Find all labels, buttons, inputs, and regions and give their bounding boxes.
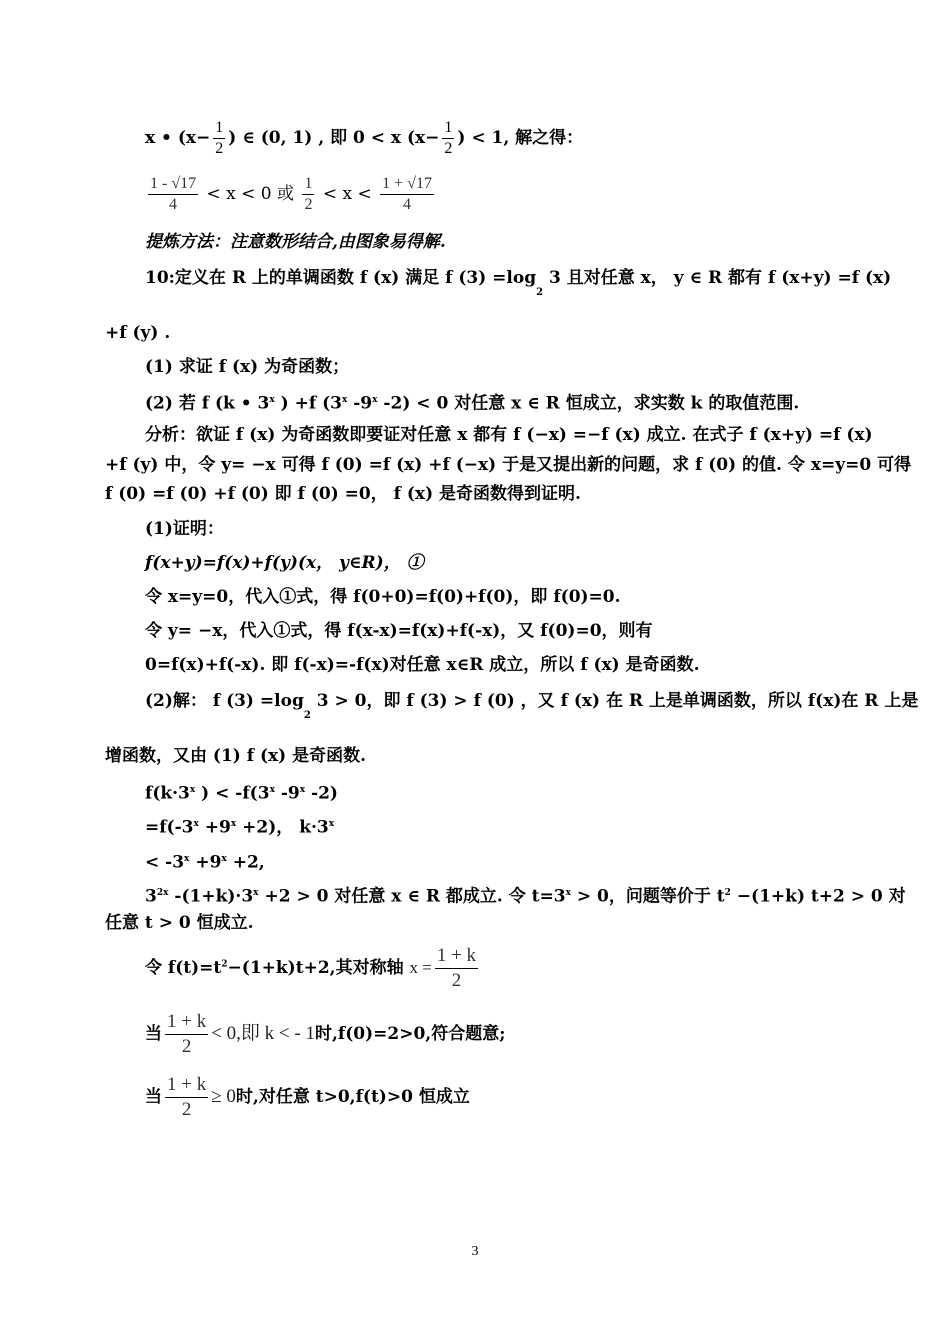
text-seg: x • (x− [145,128,211,148]
text-seg: ) < 1, 解之得： [457,128,584,148]
text-seg: < x < 0 或 [201,184,300,204]
method-summary: 提炼方法：注意数形结合,由图象易得解. [145,232,446,252]
inequality-line-2: $=f(-3^x +9^x +2)$， $k\cdot 3^x$ [145,817,335,838]
proof-heading: (1)证明： [145,519,224,539]
quadratic-line-1: $3^{2x}$ $-(1+k)\cdot 3^x +2 > 0$ 对任意 x ∈ R 都成立. 令 $t=3^x > 0$，问题等价于 $t^2 -(1+k) t+2 > 0$ 对 [145,886,906,907]
solution-2-line-2: 增函数，又由 (1) f (x) 是奇函数. [105,746,367,766]
analysis-line-3: f (0) =f (0) +f (0) 即 f (0) =0， f (x) 是奇函数得到证明. [105,484,581,504]
inequality-line-1: $f(k\cdot 3^x$ ) < $-f(3^x$ -9$^x$ -2) [145,783,338,804]
text-seg: < x < [317,184,378,204]
case-1-condition: < 0,即 k < - 1 [211,1023,315,1044]
proof-line-4: 0=f(x)+f(-x). 即 f(-x)=-f(x)对任意 x∈R 成立，所以 f (x) 是奇函数. [145,655,700,675]
question-10-line-2: +f (y) . [105,323,171,343]
fraction-axis: $\frac{1 + k}{2}$ [167,1074,207,1120]
solution-line-2 [145,174,437,215]
case-2-line: 当 $\frac{1 + k}{2}$ ≥ 0时,对任意 t>0,f(t)>0 恒成立 [145,1074,470,1120]
symmetry-axis-line: 令 $f(t)=t^2-(1+k)t+2$,其对称轴 x = $\frac{1 + k}{2}$ [145,945,477,991]
solution-2-line-1: (2)解： f $(3) =\log_2$ 3 > 0，即 f (3) > f (0) ，又 f (x) 在 R 上是单调函数，所以 f(x)在 R 上是 [145,691,919,721]
inequality-line-3: < $-3^x +9^x +2$, [145,852,265,873]
proof-line-2: 令 x=y=0，代入①式，得 f(0+0)=f(0)+f(0)，即 f(0)=0. [145,587,621,607]
proof-line-3: 令 y= −x，代入①式，得 f(x-x)=f(x)+f(-x)，又 f(0)=0，则有 [145,621,653,641]
log-base: 2 [303,710,311,721]
quadratic-line-2: 任意 t > 0 恒成立. [105,913,254,933]
question-10-part-2: (2) 若 f (k • 3$^x$ ) +f (3$^x$ -9$^x$ -2) < 0 对任意 x ∈ R 恒成立，求实数 k 的取值范围. [145,393,800,414]
fraction-half: $\frac{1}{2}$ [215,119,224,157]
question-10-line-1: 10:定义在 R 上的单调函数 f (x) 满足 f $(3) =\log_2$ 3 且对任意 x， y ∈ R 都有 f (x+y) =f (x) [145,268,892,298]
axis-variable: x = [409,958,432,977]
text-seg: ) ∈ (0, 1) , 即 0 < x (x− [228,128,440,148]
fraction-axis: $\frac{1 + k}{2}$ [436,945,477,991]
log-base: 2 [536,287,544,298]
case-1-line: 当 $\frac{1 + k}{2}$ < 0,即 k < - 1时,f(0)=2>0,符合题意; [145,1011,506,1057]
fraction-root-lower: $\frac{1 - √17}{4}$ [150,175,197,213]
page-number: 3 [471,1244,479,1259]
fraction-axis: $\frac{1 + k}{2}$ [167,1011,207,1057]
analysis-line-1: 分析：欲证 f (x) 为奇函数即要证对任意 x 都有 f (−x) =−f (x) 成立. 在式子 f (x+y) =f (x) [145,425,873,445]
analysis-line-2: +f (y) 中，令 y= −x 可得 f (0) =f (x) +f (−x) 于是又提出新的问题，求 f (0) 的值. 令 x=y=0 可得 [105,455,912,475]
case-2-condition: ≥ 0 [211,1086,236,1107]
fraction-half: $\frac{1}{2}$ [304,175,313,213]
fraction-root-upper: $\frac{1 + √17}{4}$ [382,175,432,213]
fraction-half: $\frac{1}{2}$ [444,119,453,157]
question-10-part-1: (1) 求证 f (x) 为奇函数； [145,357,350,377]
solution-line-1 [145,118,583,159]
proof-line-1: f(x+y)=f(x)+f(y)(x， y∈R)， ① [145,553,424,573]
